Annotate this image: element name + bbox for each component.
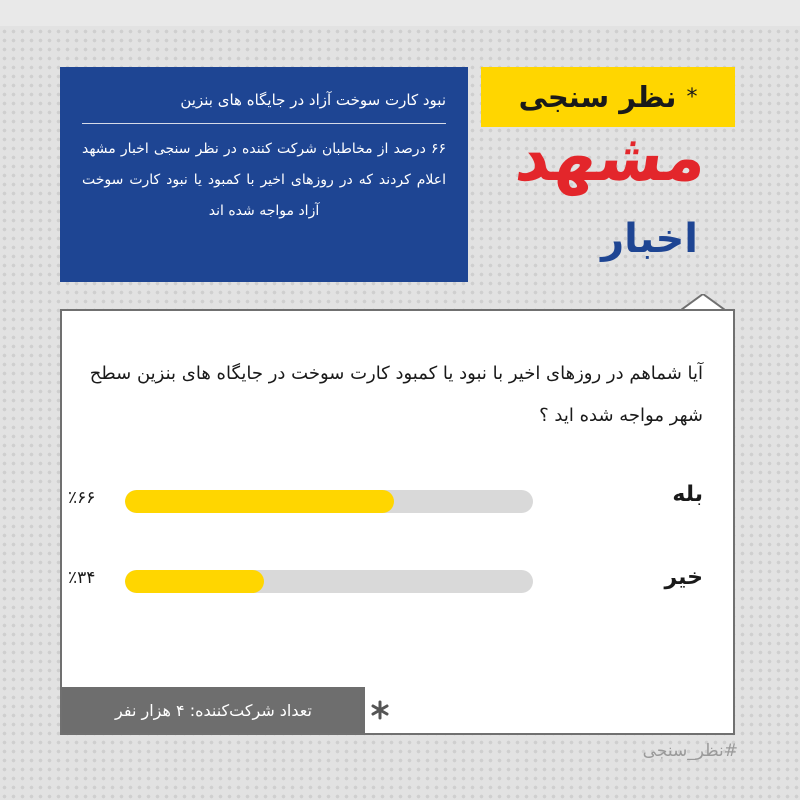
logo-word-top: مشهد xyxy=(511,118,713,196)
poll-card xyxy=(60,309,735,735)
option-no-fill xyxy=(125,570,264,593)
logo-word-bottom: اخبار xyxy=(601,216,698,262)
star-icon: * xyxy=(686,84,698,110)
info-body: ۶۶ درصد از مخاطبان شرکت کننده در نظر سنجی اخبار مشهد اعلام کردند که در روزهای اخیر با کمبود یا نبود کارت سوخت آزاد مواجه شده اند xyxy=(82,141,446,219)
info-title: نبود کارت سوخت آزاد در جایگاه های بنزین xyxy=(180,91,446,109)
akhbar-mashhad-logo xyxy=(508,112,718,272)
hashtag: #نظر_سنجی xyxy=(642,741,738,761)
option-yes-percent: ٪۶۶ xyxy=(68,488,96,508)
participants-count: تعداد شرکت‌کننده: ۴ هزار نفر xyxy=(62,687,365,733)
card-footer xyxy=(62,687,733,733)
info-panel xyxy=(60,67,468,282)
option-no-bar xyxy=(125,570,533,593)
top-ribbon xyxy=(0,0,800,26)
option-yes-label: بله xyxy=(672,482,703,507)
poll-question: آیا شماهم در روزهای اخیر با نبود یا کمبود کارت سوخت در جایگاه های بنزین سطح شهر مواجه شده اید ؟ xyxy=(89,363,703,426)
info-divider xyxy=(82,123,446,124)
option-no-percent: ٪۳۴ xyxy=(68,568,96,588)
option-yes-bar xyxy=(125,490,533,513)
badge-label: نظر سنجی xyxy=(518,80,677,114)
option-yes-fill xyxy=(125,490,394,513)
option-no-label: خیر xyxy=(664,565,703,590)
asterisk-icon xyxy=(370,700,390,720)
